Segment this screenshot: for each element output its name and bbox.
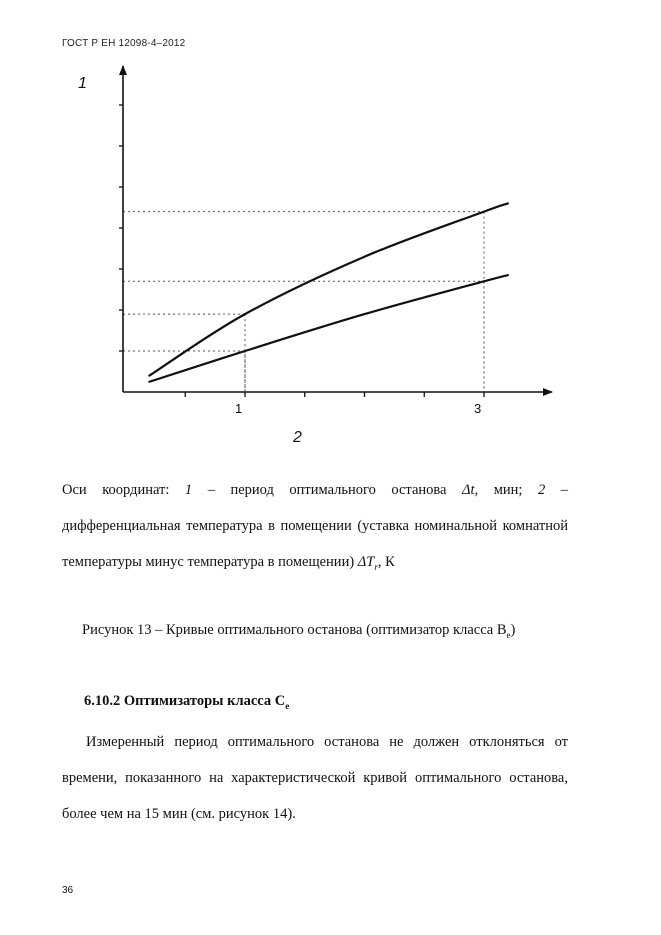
axis1-description: – период оптимального останова (192, 482, 463, 498)
x-axis-label: 2 (293, 429, 302, 446)
page-number: 36 (62, 885, 74, 896)
axis2-description: – дифференциальная температура в помещении (уставка номинальной комнатной температуры минус температура в помещении) (62, 482, 568, 570)
axes (123, 66, 552, 392)
axis1-number: 1 (184, 482, 193, 498)
document-header: ГОСТ Р ЕН 12098-4–2012 (62, 38, 186, 49)
section-title: Оптимизаторы класса C (123, 693, 286, 709)
x-tick-label: 1 (235, 401, 243, 416)
axes-note (62, 472, 568, 585)
axis2-unit: , К (377, 554, 395, 570)
section-number: 6.10.2 (84, 693, 121, 709)
body-paragraph: Измеренный период оптимального останова не должен отклоняться от времени, показанного на характеристической кривой оптимального останова, более чем на 15 мин (см. рисунок 14). (62, 734, 568, 822)
axes-note-prefix: Оси координат: (62, 482, 185, 498)
x-tick-label: 3 (474, 401, 482, 416)
axis2-subscript: r (374, 561, 378, 572)
axis1-symbol: Δt (462, 482, 475, 498)
caption-text: Рисунок 13 – Кривые оптимального останова (оптимизатор класса B (82, 622, 507, 638)
caption-close: ) (510, 622, 516, 638)
y-axis-ticks (119, 105, 484, 397)
section-heading (84, 693, 289, 711)
y-axis-label: 1 (78, 75, 87, 92)
axis2-symbol: ΔT (357, 554, 375, 570)
axis2-number: 2 (537, 482, 546, 498)
section-subscript: e (285, 700, 290, 711)
curves (149, 203, 508, 381)
caption-subscript: e (506, 629, 511, 640)
figure-caption (82, 622, 515, 640)
lower-curve (149, 275, 508, 382)
reference-lines (123, 212, 484, 392)
optimal-stop-chart (0, 0, 661, 460)
axis1-unit: , мин; (474, 482, 538, 498)
x-tick-labels (235, 401, 481, 416)
